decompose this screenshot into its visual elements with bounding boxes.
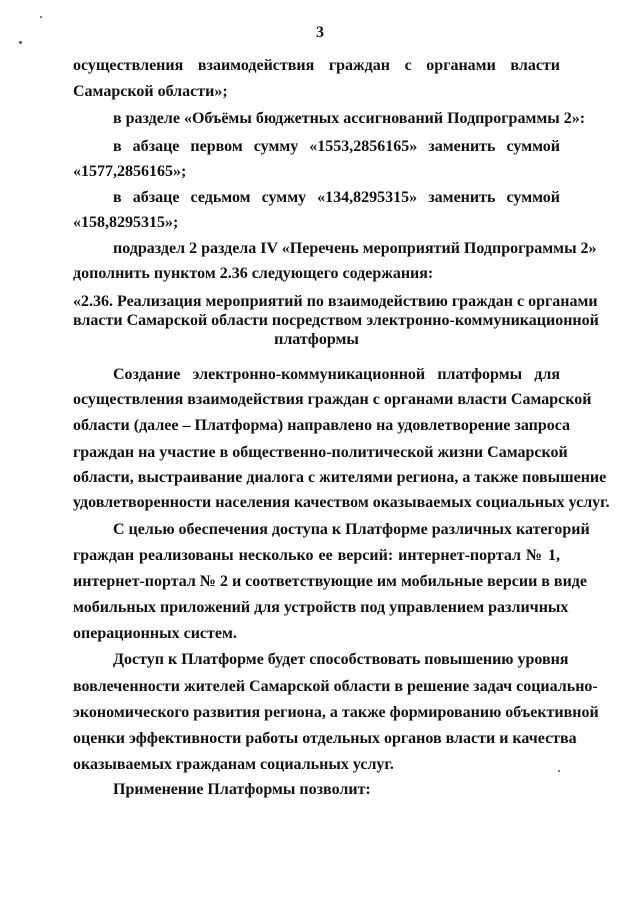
paragraph-line: граждан на участие в общественно-политической жизни Самарской (73, 444, 568, 461)
paragraph-line: осуществления взаимодействия граждан с органами власти Самарской (73, 391, 592, 408)
text-line: в абзаце седьмом сумму «134,8295315» заменить суммой (113, 189, 560, 206)
paragraph-line: удовлетворенности населения качеством оказываемых социальных услуг. (73, 494, 610, 511)
section-heading-line: власти Самарской области посредством электронно-коммуникационной (73, 312, 599, 329)
paragraph-line: Доступ к Платформе будет способствовать повышению уровня (113, 651, 569, 668)
text-line: дополнить пунктом 2.36 следующего содержания: (73, 265, 434, 282)
text-line: «158,8295315»; (73, 214, 179, 231)
section-heading-line: платформы (274, 331, 359, 348)
text-line: в разделе «Объёмы бюджетных ассигнований Подпрограммы 2»: (113, 110, 586, 127)
paragraph-line: вовлеченности жителей Самарской области в решение задач социально- (73, 678, 598, 695)
text-line: подраздел 2 раздела IV «Перечень мероприятий Подпрограммы 2» (113, 240, 597, 257)
scan-speck (40, 16, 42, 18)
paragraph-line: оценки эффективности работы отдельных органов власти и качества (73, 730, 577, 747)
paragraph-line: интернет-портал № 2 и соответствующие им мобильные версии в виде (73, 573, 587, 590)
paragraph-line: оказываемых гражданам социальных услуг. (73, 756, 394, 773)
scan-speck (19, 41, 22, 44)
text-line: осуществления взаимодействия граждан с органами власти (73, 57, 560, 74)
paragraph-line: С целью обеспечения доступа к Платформе различных категорий (113, 521, 590, 538)
paragraph-line: мобильных приложений для устройств под управлением различных (73, 599, 569, 616)
text-line: Самарской области»; (73, 83, 228, 100)
paragraph-line: области (далее – Платформа) направлено на удовлетворение запроса (73, 417, 571, 434)
section-heading-line: «2.36. Реализация мероприятий по взаимодействию граждан с органами (73, 293, 598, 310)
paragraph-line: области, выстраивание диалога с жителями региона, а также повышение (73, 469, 607, 486)
page-number: 3 (316, 24, 324, 41)
paragraph-line: Создание электронно-коммуникационной платформы для (113, 366, 560, 383)
paragraph-line: Применение Платформы позволит: (113, 781, 371, 798)
scan-speck (558, 770, 560, 772)
paragraph-line: экономического развития региона, а также формированию объективной (73, 704, 599, 721)
text-line: «1577,2856165»; (73, 163, 187, 180)
paragraph-line: операционных систем. (73, 625, 237, 642)
paragraph-line: граждан реализованы несколько ее версий: интернет-портал № 1, (73, 547, 560, 564)
text-line: в абзаце первом сумму «1553,2856165» заменить суммой (113, 138, 560, 155)
